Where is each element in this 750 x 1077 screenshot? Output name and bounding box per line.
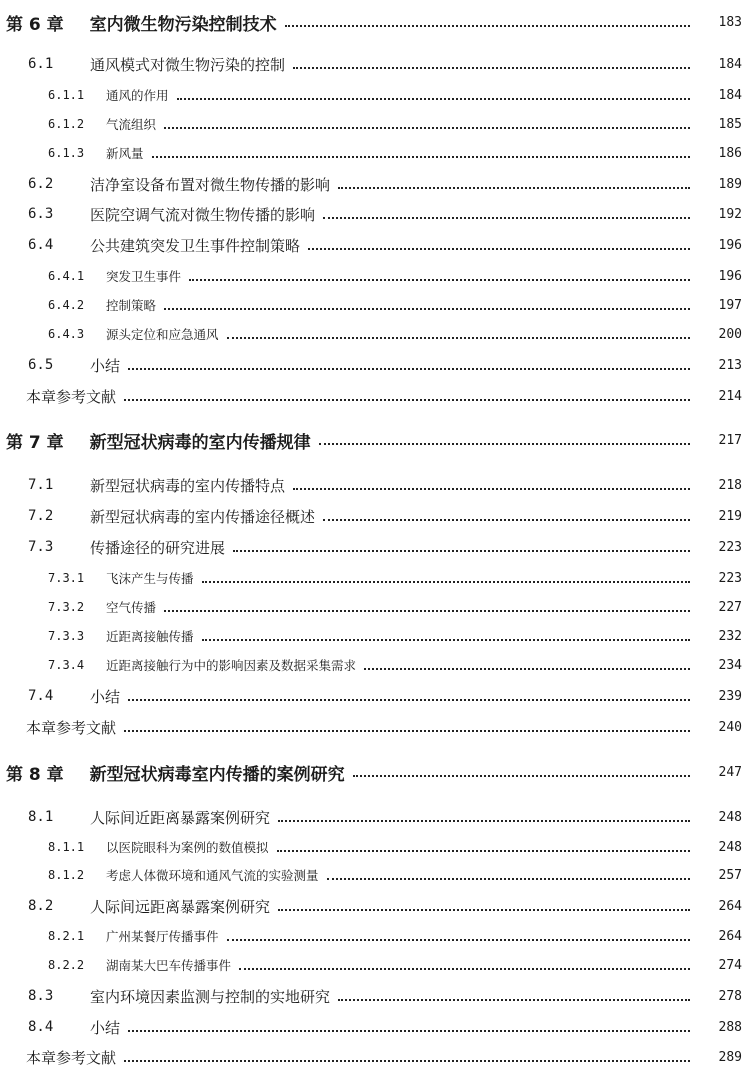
chapter-number: 第 8 章	[6, 764, 64, 785]
subsection-number: 6.1.1	[48, 88, 85, 102]
toc-references-chapter-6[interactable]	[0, 382, 750, 410]
subsection-number: 8.1.1	[48, 840, 85, 854]
dot-leader	[293, 67, 690, 69]
section-title: 传播途径的研究进展	[90, 538, 226, 557]
page-number: 247	[718, 764, 742, 780]
dot-leader	[285, 25, 690, 27]
dot-leader	[233, 550, 690, 552]
subsection-title: 气流组织	[106, 117, 157, 132]
references-title: 本章参考文献	[26, 718, 117, 737]
dot-leader	[239, 968, 690, 970]
page-number: 248	[718, 839, 742, 855]
dot-leader	[323, 217, 690, 219]
page-number: 223	[718, 539, 742, 555]
subsection-number: 8.2.2	[48, 958, 85, 972]
section-number: 6.4	[28, 237, 54, 253]
subsection-number: 6.4.2	[48, 298, 85, 312]
toc-subsection-6-1-2[interactable]	[0, 111, 750, 137]
dot-leader	[364, 668, 690, 670]
section-title: 公共建筑突发卫生事件控制策略	[90, 236, 301, 255]
subsection-number: 7.3.2	[48, 600, 85, 614]
toc-subsection-8-1-2[interactable]	[0, 862, 750, 888]
dot-leader	[227, 337, 690, 339]
toc-subsection-7-3-4[interactable]	[0, 652, 750, 678]
section-number: 8.1	[28, 809, 54, 825]
dot-leader	[323, 519, 690, 521]
page-number: 184	[718, 87, 742, 103]
dot-leader	[164, 308, 690, 310]
toc-subsection-8-2-2[interactable]	[0, 952, 750, 978]
dot-leader	[293, 488, 690, 490]
subsection-title: 飞沫产生与传播	[106, 571, 194, 586]
toc-section-7-2[interactable]	[0, 502, 750, 530]
section-number: 8.4	[28, 1019, 54, 1035]
chapter-title: 新型冠状病毒的室内传播规律	[89, 432, 311, 453]
page-number: 274	[718, 957, 742, 973]
page-number: 196	[718, 237, 742, 253]
section-title: 人际间近距离暴露案例研究	[90, 808, 271, 827]
toc-subsection-6-1-1[interactable]	[0, 82, 750, 108]
section-number: 7.2	[28, 508, 54, 524]
toc-section-6-4[interactable]	[0, 231, 750, 259]
dot-leader	[128, 1030, 690, 1032]
toc-section-8-2[interactable]	[0, 892, 750, 920]
references-title: 本章参考文献	[26, 387, 117, 406]
dot-leader	[278, 820, 690, 822]
section-title: 新型冠状病毒的室内传播途径概述	[90, 507, 316, 526]
toc-subsection-7-3-3[interactable]	[0, 623, 750, 649]
section-number: 7.1	[28, 477, 54, 493]
dot-leader	[227, 939, 690, 941]
page-number: 184	[718, 56, 742, 72]
section-number: 7.4	[28, 688, 54, 704]
subsection-title: 通风的作用	[106, 88, 169, 103]
toc-subsection-6-4-3[interactable]	[0, 321, 750, 347]
subsection-title: 考虑人体微环境和通风气流的实验测量	[106, 868, 319, 883]
subsection-title: 近距离接触传播	[106, 629, 194, 644]
page-number: 227	[718, 599, 742, 615]
subsection-number: 8.1.2	[48, 868, 85, 882]
subsection-title: 广州某餐厅传播事件	[106, 929, 219, 944]
dot-leader	[128, 368, 690, 370]
subsection-title: 控制策略	[106, 298, 157, 313]
toc-section-7-4[interactable]	[0, 682, 750, 710]
toc-subsection-6-1-3[interactable]	[0, 140, 750, 166]
toc-section-6-3[interactable]	[0, 200, 750, 228]
subsection-number: 6.1.2	[48, 117, 85, 131]
section-title: 医院空调气流对微生物传播的影响	[90, 205, 316, 224]
section-title: 室内环境因素监测与控制的实地研究	[90, 987, 331, 1006]
dot-leader	[319, 443, 690, 445]
toc-chapter-6[interactable]	[0, 8, 750, 36]
page-number: 234	[718, 657, 742, 673]
subsection-title: 新风量	[106, 146, 144, 161]
toc-subsection-8-1-1[interactable]	[0, 834, 750, 860]
section-title: 小结	[90, 687, 121, 706]
toc-references-chapter-7[interactable]	[0, 713, 750, 741]
toc-subsection-6-4-2[interactable]	[0, 292, 750, 318]
page-number: 186	[718, 145, 742, 161]
section-title: 小结	[90, 1018, 121, 1037]
section-title: 小结	[90, 356, 121, 375]
dot-leader	[338, 187, 690, 189]
page-number: 239	[718, 688, 742, 704]
page-number: 264	[718, 898, 742, 914]
section-title: 通风模式对微生物污染的控制	[90, 55, 286, 74]
page-number: 185	[718, 116, 742, 132]
dot-leader	[202, 581, 690, 583]
dot-leader	[124, 730, 690, 732]
subsection-title: 源头定位和应急通风	[106, 327, 219, 342]
dot-leader	[353, 775, 690, 777]
toc-subsection-6-4-1[interactable]	[0, 263, 750, 289]
dot-leader	[338, 999, 690, 1001]
section-number: 6.3	[28, 206, 54, 222]
subsection-title: 突发卫生事件	[106, 269, 182, 284]
page-number: 264	[718, 928, 742, 944]
section-title: 人际间远距离暴露案例研究	[90, 897, 271, 916]
chapter-number: 第 6 章	[6, 14, 64, 35]
subsection-number: 8.2.1	[48, 929, 85, 943]
dot-leader	[164, 127, 690, 129]
page-number: 288	[718, 1019, 742, 1035]
dot-leader	[164, 610, 690, 612]
references-title: 本章参考文献	[26, 1048, 117, 1067]
page-number: 278	[718, 988, 742, 1004]
page-number: 197	[718, 297, 742, 313]
dot-leader	[202, 639, 690, 641]
subsection-title: 以医院眼科为案例的数值模拟	[106, 840, 269, 855]
section-title: 洁净室设备布置对微生物传播的影响	[90, 175, 331, 194]
page-number: 232	[718, 628, 742, 644]
toc-subsection-8-2-1[interactable]	[0, 923, 750, 949]
dot-leader	[177, 98, 690, 100]
dot-leader	[152, 156, 690, 158]
toc-references-chapter-8[interactable]	[0, 1043, 750, 1071]
page-number: 214	[718, 388, 742, 404]
page-number: 240	[718, 719, 742, 735]
toc-section-7-3[interactable]	[0, 533, 750, 561]
page-number: 219	[718, 508, 742, 524]
page-number: 248	[718, 809, 742, 825]
dot-leader	[278, 909, 690, 911]
page-number: 189	[718, 176, 742, 192]
section-number: 8.2	[28, 898, 54, 914]
subsection-number: 6.4.1	[48, 269, 85, 283]
page-number: 183	[718, 14, 742, 30]
subsection-title: 空气传播	[106, 600, 157, 615]
subsection-title: 湖南某大巴车传播事件	[106, 958, 232, 973]
toc-chapter-8[interactable]	[0, 757, 750, 787]
toc-section-7-1[interactable]	[0, 471, 750, 499]
page-number: 213	[718, 357, 742, 373]
subsection-title: 近距离接触行为中的影响因素及数据采集需求	[106, 658, 357, 673]
section-title: 新型冠状病毒的室内传播特点	[90, 476, 286, 495]
dot-leader	[308, 248, 690, 250]
section-number: 6.1	[28, 56, 54, 72]
toc-subsection-7-3-1[interactable]	[0, 565, 750, 591]
toc-section-8-1[interactable]	[0, 803, 750, 831]
section-number: 6.5	[28, 357, 54, 373]
dot-leader	[128, 699, 690, 701]
dot-leader	[277, 850, 690, 852]
subsection-number: 7.3.1	[48, 571, 85, 585]
section-number: 7.3	[28, 539, 54, 555]
page-number: 192	[718, 206, 742, 222]
toc-subsection-7-3-2[interactable]	[0, 594, 750, 620]
page-number: 257	[718, 867, 742, 883]
page-number: 218	[718, 477, 742, 493]
page-number: 200	[718, 326, 742, 342]
dot-leader	[124, 1060, 690, 1062]
subsection-number: 7.3.3	[48, 629, 85, 643]
toc-section-8-3[interactable]	[0, 982, 750, 1010]
page-number: 289	[718, 1049, 742, 1065]
chapter-title: 室内微生物污染控制技术	[89, 14, 277, 35]
subsection-number: 7.3.4	[48, 658, 85, 672]
page-number: 196	[718, 268, 742, 284]
subsection-number: 6.1.3	[48, 146, 85, 160]
subsection-number: 6.4.3	[48, 327, 85, 341]
toc-chapter-7[interactable]	[0, 425, 750, 455]
chapter-number: 第 7 章	[6, 432, 64, 453]
toc-section-6-5[interactable]	[0, 351, 750, 379]
section-number: 6.2	[28, 176, 54, 192]
section-number: 8.3	[28, 988, 54, 1004]
toc-section-8-4[interactable]	[0, 1013, 750, 1041]
toc-section-6-2[interactable]	[0, 170, 750, 198]
dot-leader	[189, 279, 690, 281]
chapter-title: 新型冠状病毒室内传播的案例研究	[89, 764, 345, 785]
dot-leader	[327, 878, 690, 880]
dot-leader	[124, 399, 690, 401]
toc-section-6-1[interactable]	[0, 50, 750, 78]
page-number: 217	[718, 432, 742, 448]
page-number: 223	[718, 570, 742, 586]
